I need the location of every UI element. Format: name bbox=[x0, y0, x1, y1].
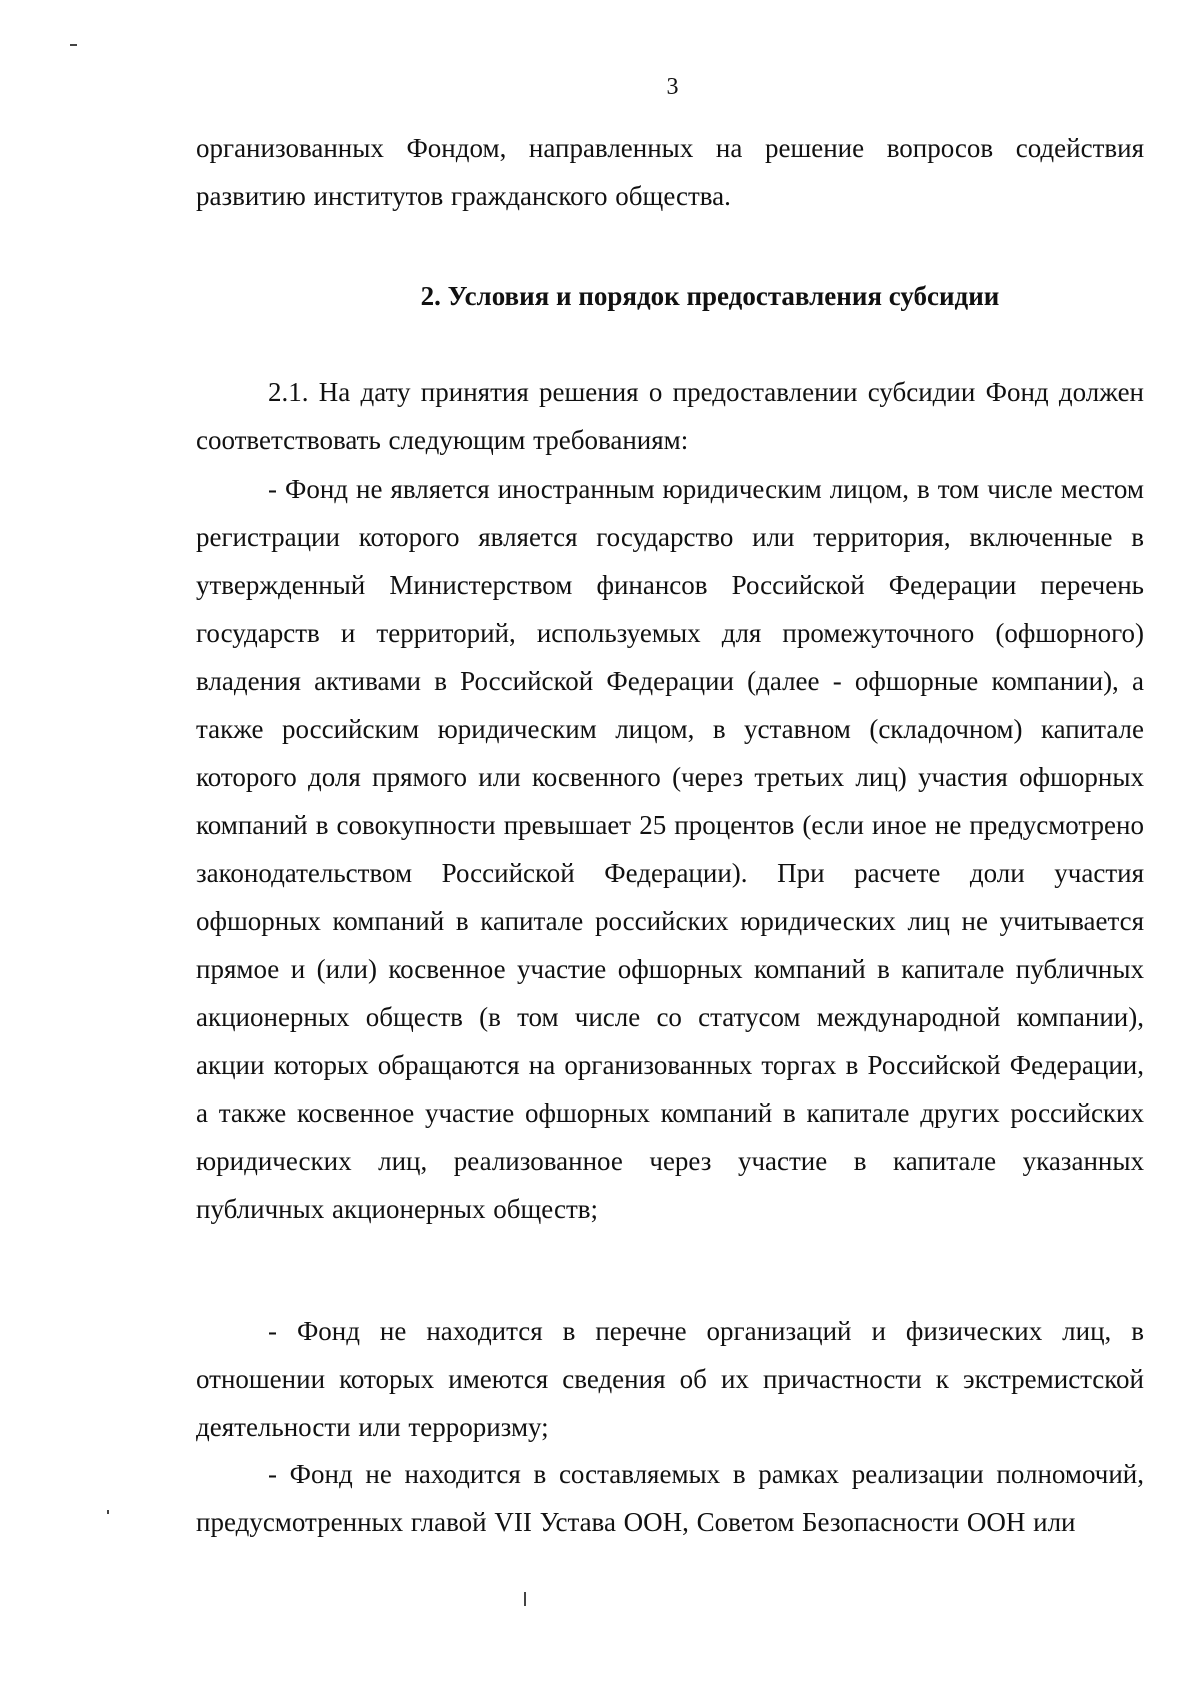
paragraph-un-requirement: - Фонд не находится в составляемых в рамках реализации полномочий, предусмотренных главой VII Устава ООН, Советом Безопасности ООН или bbox=[196, 1459, 1144, 1537]
scan-mark-left bbox=[107, 1510, 109, 1514]
scan-mark-top-left bbox=[70, 44, 77, 46]
paragraph-2-1: 2.1. На дату принятия решения о предоставлении субсидии Фонд должен соответствовать следующим требованиям: bbox=[196, 377, 1144, 455]
continuation-paragraph: организованных Фондом, направленных на решение вопросов содействия развитию институтов гражданского общества. bbox=[196, 133, 1144, 211]
paragraph-offshore-requirement: - Фонд не является иностранным юридическим лицом, в том числе местом регистрации которого является государство или территория, включенные в утвержденный Министерством финансов Российской Федерации перечень государств и территорий, используемых для промежуточного (офшорного) владения активами в Российской Федерации (далее - офшорные компании), а также российским юридическим лицом, в уставном (складочном) капитале которого доля прямого или косвенного (через третьих лиц) участия офшорных компаний в совокупности превышает 25 процентов (если иное не предусмотрено законодательством Российской Федерации). При расчете доли участия офшорных компаний в капитале российских юридических лиц не учитывается прямое и (или) косвенное участие офшорных компаний в капитале публичных акционерных обществ (в том числе со статусом международной компании), акции которых обращаются на организованных торгах в Российской Федерации, а также косвенное участие офшорных компаний в капитале других российских юридических лиц, реализованное через участие в капитале указанных публичных акционерных обществ; bbox=[196, 474, 1144, 1224]
scan-mark-bottom bbox=[524, 1592, 526, 1606]
paragraph-extremism-requirement: - Фонд не находится в перечне организаций и физических лиц, в отношении которых имеются сведения об их причастности к экстремистской деятельности или терроризму; bbox=[196, 1316, 1144, 1442]
page-number: 3 bbox=[666, 74, 679, 100]
section-heading: 2. Условия и порядок предоставления субсидии bbox=[420, 281, 1000, 311]
